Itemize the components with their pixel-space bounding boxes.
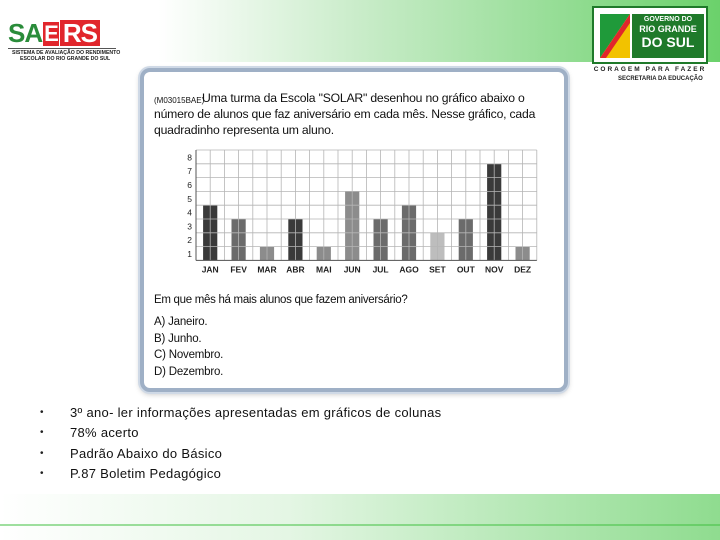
governo-line3: DO SUL	[641, 34, 695, 50]
saers-logo-e: E	[44, 21, 58, 46]
saers-logo-sa: SA	[8, 18, 43, 48]
chart-y-tick-label: 3	[187, 221, 192, 232]
governo-line1: GOVERNO DO	[643, 16, 693, 23]
chart-y-tick-label: 1	[187, 249, 192, 259]
info-item-text: P.87 Boletim Pedagógico	[70, 466, 222, 482]
option-a: A) Janeiro.	[154, 316, 208, 328]
chart-x-tick-label: JAN	[201, 264, 219, 275]
governo-line2: RIO GRANDE	[639, 24, 697, 34]
governo-logo	[592, 6, 708, 84]
bullet-icon: •	[40, 427, 44, 439]
footer-line	[0, 524, 720, 526]
chart-y-tick-label: 8	[187, 152, 192, 163]
option-d: D) Dezembro.	[154, 365, 224, 378]
chart-x-tick-label: SET	[429, 264, 446, 275]
chart-x-tick-label: JUL	[372, 264, 389, 275]
saers-logo-word	[8, 20, 100, 46]
birthday-chart	[170, 146, 540, 276]
chart-x-tick-label: JUN	[343, 264, 361, 275]
chart-y-tick-label: 5	[187, 193, 192, 204]
chart-x-tick-label: FEV	[230, 264, 247, 275]
saers-logo-rule	[8, 48, 116, 49]
question-prompt: Em que mês há mais alunos que fazem aniversário?	[154, 294, 408, 306]
saers-subtitle-line2: ESCOLAR DO RIO GRANDE DO SUL	[20, 56, 111, 62]
bullet-icon: •	[40, 468, 44, 480]
option-c: C) Novembro.	[154, 349, 224, 361]
info-item	[40, 464, 441, 485]
info-item-text: 78% acerto	[70, 425, 139, 441]
bullet-icon: •	[40, 406, 44, 418]
question-text	[154, 90, 566, 138]
option-b: B) Junho.	[154, 332, 202, 345]
governo-logo-text	[632, 14, 704, 58]
secretaria-label: SECRETARIA DA EDUCAÇÃO	[618, 76, 703, 82]
info-item	[40, 423, 441, 444]
saers-logo	[8, 18, 121, 66]
chart-x-tick-label: MAI	[316, 264, 332, 275]
chart-x-tick-label: ABR	[286, 264, 305, 275]
saers-logo-rs: RS	[60, 20, 100, 46]
answer-options	[154, 314, 223, 380]
chart-y-tick-label: 2	[187, 235, 192, 246]
chart-y-tick-label: 6	[187, 180, 192, 190]
footer-band	[0, 494, 720, 540]
chart-x-tick-label: NOV	[484, 264, 504, 275]
governo-logo-box	[592, 6, 708, 64]
chart-y-tick-label: 4	[187, 207, 192, 218]
chart-x-tick-label: MAR	[257, 264, 277, 275]
info-item	[40, 402, 441, 423]
question-text-body: Uma turma da Escola "SOLAR" desenhou no gráfico abaixo o número de alunos que faz aniversário em cada mês. Nesse gráfico, cada quadradinho representa um aluno.	[154, 91, 536, 137]
chart-x-tick-label: DEZ	[514, 264, 532, 275]
question-code: (M03015BAE)	[154, 96, 205, 105]
chart-x-tick-label: OUT	[456, 264, 475, 275]
info-item	[40, 443, 441, 464]
chart-y-tick-label: 7	[187, 166, 192, 177]
saers-logo-subtitle	[12, 50, 122, 62]
info-item-text: 3º ano- ler informações apresentadas em gráficos de colunas	[70, 404, 442, 420]
info-list	[40, 402, 441, 484]
question-card	[140, 68, 568, 392]
chart-x-tick-label: AGO	[399, 264, 419, 275]
bullet-icon: •	[40, 447, 44, 459]
info-item-text: Padrão Abaixo do Básico	[70, 445, 223, 461]
governo-slogan: CORAGEM PARA FAZER	[593, 66, 707, 73]
rs-flag-icon	[600, 14, 630, 58]
birthday-chart-svg	[170, 146, 540, 276]
saers-subtitle-line1: SISTEMA DE AVALIAÇÃO DO RENDIMENTO	[12, 50, 121, 56]
